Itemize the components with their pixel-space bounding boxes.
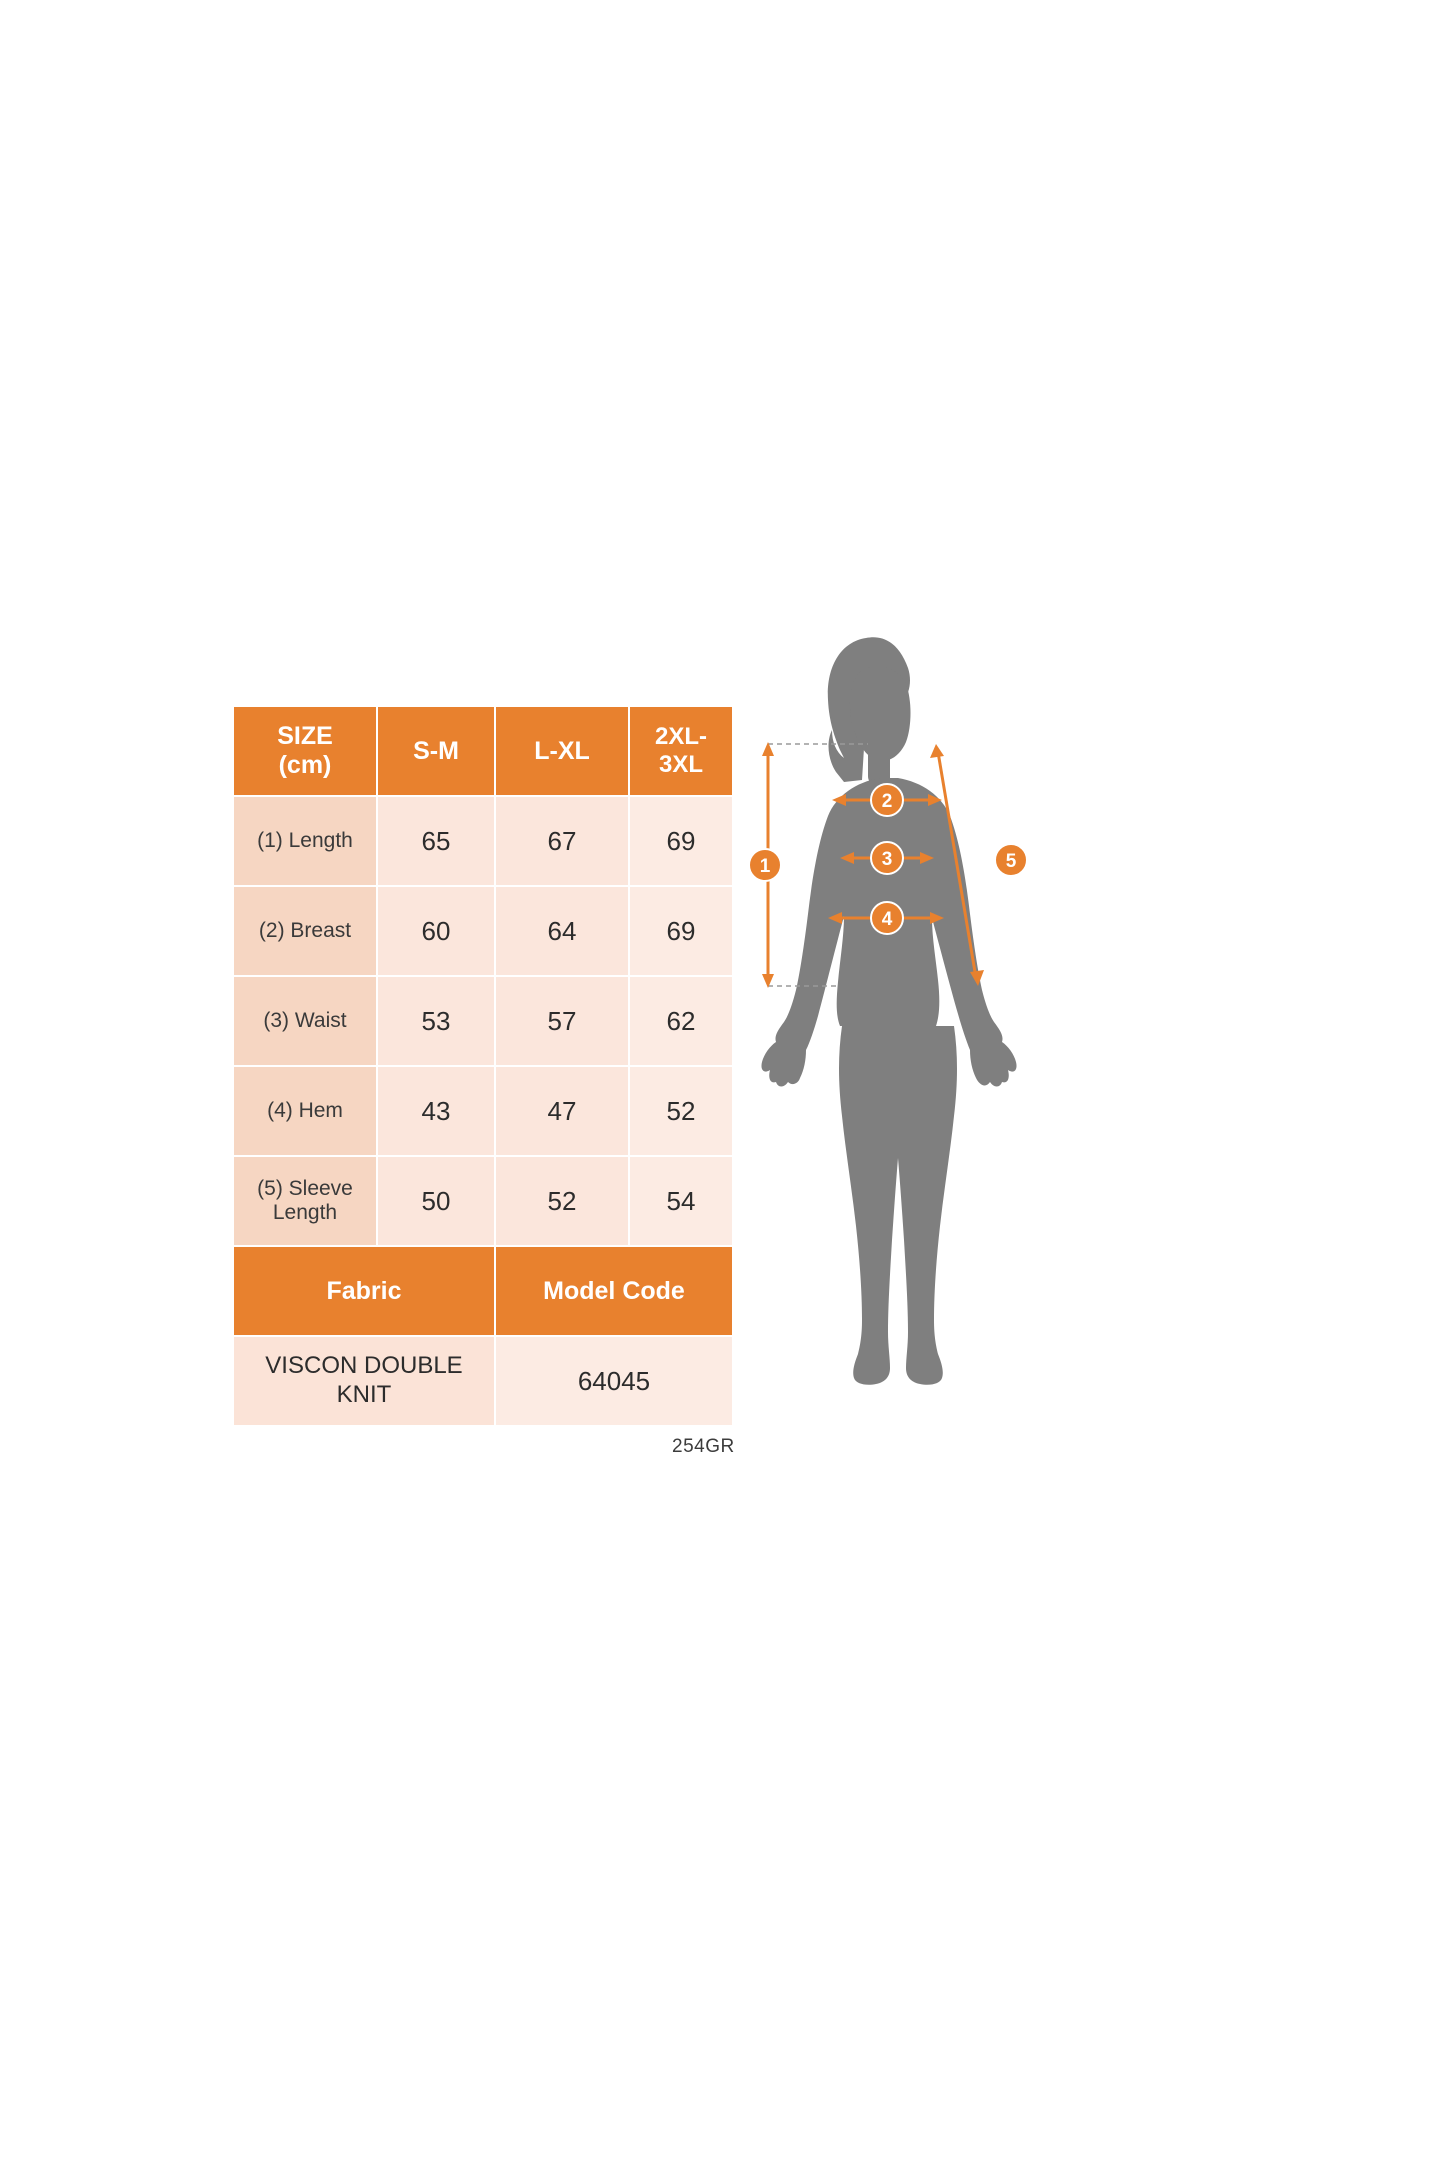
footer-value-model-code: 64045 [495,1336,733,1426]
footer-header-model-code: Model Code [495,1246,733,1336]
header-col-2xl-3xl [629,706,733,796]
table-row [233,1066,733,1156]
row-label-sleeve-line1: (5) Sleeve [257,1176,353,1200]
table-row [233,976,733,1066]
cell-sleeve-lxl: 52 [495,1156,629,1246]
badge-3: 3 [870,841,904,875]
row-label-breast: (2) Breast [233,886,377,976]
cell-waist-lxl: 57 [495,976,629,1066]
row-label-waist: (3) Waist [233,976,377,1066]
cell-breast-sm: 60 [377,886,495,976]
fabric-weight-note: 254GR [672,1436,735,1457]
body-silhouette [761,637,1016,1385]
size-chart-table [232,705,734,1427]
cell-length-sm: 65 [377,796,495,886]
cell-sleeve-2xl3xl: 54 [629,1156,733,1246]
row-label-sleeve-length [233,1156,377,1246]
header-col-sm: S-M [377,706,495,796]
header-col-lxl: L-XL [495,706,629,796]
table-row [233,886,733,976]
cell-waist-sm: 53 [377,976,495,1066]
cell-breast-2xl3xl: 69 [629,886,733,976]
row-label-sleeve-line2: Length [272,1201,338,1224]
table-row [233,1156,733,1246]
cell-length-2xl3xl: 69 [629,796,733,886]
footer-value-fabric [233,1336,495,1426]
table-row [233,796,733,886]
row-label-hem: (4) Hem [233,1066,377,1156]
cell-length-lxl: 67 [495,796,629,886]
fabric-value-line2: KNIT [336,1381,392,1408]
cell-breast-lxl: 64 [495,886,629,976]
table-header-row [233,706,733,796]
badge-2: 2 [870,783,904,817]
badge-4: 4 [870,901,904,935]
table-footer-header-row [233,1246,733,1336]
fabric-value-line1: VISCON DOUBLE [265,1352,463,1380]
row-label-length: (1) Length [233,796,377,886]
mannequin-svg [740,630,1160,1430]
mannequin-figure [740,630,1160,1430]
footer-header-fabric: Fabric [233,1246,495,1336]
cell-hem-lxl: 47 [495,1066,629,1156]
header-size-line1: SIZE [277,722,333,751]
header-size-label [233,706,377,796]
cell-hem-sm: 43 [377,1066,495,1156]
cell-sleeve-sm: 50 [377,1156,495,1246]
header-col-2xl-line2: 3XL [658,751,703,778]
badge-5: 5 [994,843,1028,877]
header-col-2xl-line1: 2XL- [654,723,707,751]
cell-waist-2xl3xl: 62 [629,976,733,1066]
badge-1: 1 [748,848,782,882]
cell-hem-2xl3xl: 52 [629,1066,733,1156]
header-size-line2: (cm) [278,751,332,779]
table-footer-value-row [233,1336,733,1426]
